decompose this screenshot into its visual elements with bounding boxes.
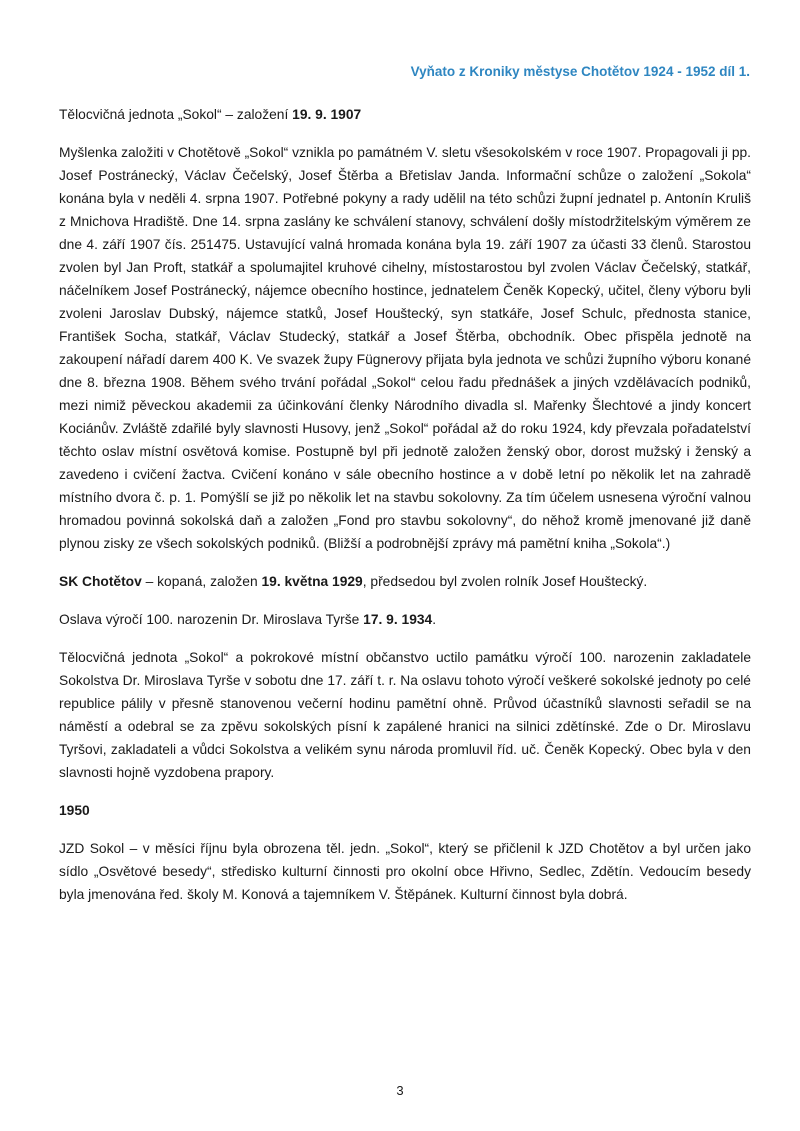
sokol-founding-heading	[59, 103, 751, 126]
year-1950-heading	[59, 799, 751, 822]
page-number: 3	[396, 1083, 404, 1098]
sk-chotetov-text: – kopaná, založen	[141, 574, 262, 589]
sk-chotetov-paragraph	[59, 570, 751, 593]
sk-chotetov-date: 19. května 1929	[261, 574, 363, 589]
tyrs-celebration-paragraph: Tělocvičná jednota „Sokol“ a pokrokové místní občanstvo uctilo památku výročí 100. narozenin zakladatele Sokolstva Dr. Miroslava Tyrše v sobotu dne 17. září t. r. Na oslavu tohoto výročí veškeré sokolské jednoty po celé republice pálily v přesně stanovenou večerní hodinu pamětní ohně. Průvod účastníků slavnosti seřadil se na náměstí a odebral se za zpěvu sokolských písní k zapálené hranici na silnici zdětínské. Zde o Dr. Miroslavu Tyršovi, zakladateli a vůdci Sokolstva a velikém synu národa promluvil říd. uč. Čeněk Kopecký. Obec byla v den slavnosti hojně vyzdobena prapory.	[59, 650, 751, 780]
jzd-sokol-paragraph: JZD Sokol – v měsíci říjnu byla obrozena těl. jedn. „Sokol“, který se přičlenil k JZD Chotětov a byl určen jako sídlo „Osvětové besedy“, středisko kulturní činnosti pro okolní obce Hřivno, Sedlec, Zdětín. Vedoucím besedy byla jmenována řed. školy M. Konová a tajemníkem V. Štěpánek. Kulturní činnost byla dobrá.	[59, 841, 751, 902]
year-1950: 1950	[59, 803, 90, 818]
document-body	[59, 103, 751, 906]
sokol-founding-paragraph: Myšlenka založiti v Chotětově „Sokol“ vznikla po památném V. sletu všesokolském v roce 1907. Propagovali ji pp. Josef Postránecký, Václav Čečelský, Josef Štěrba a Břetislav Janda. Informační schůze o založení „Sokola“ konána byla v neděli 4. srpna 1907. Potřebné pokyny a rady udělil na této schůzi župní jednatel p. Antonín Kruliš z Mnichova Hradiště. Dne 14. srpna zaslány ke schválení stanovy, schválení došly místodržitelským výměrem ze dne 4. září 1907 čís. 251475. Ustavující valná hromada konána byla 19. září 1907 za účasti 33 členů. Starostou zvolen byl Jan Proft, statkář a spolumajitel kruhové cihelny, místostarostou byl zvolen Václav Čečelský, statkář, náčelníkem Josef Postránecký, nájemce obecního hostince, jednatelem Čeněk Kopecký, učitel, členy výboru byli zvoleni Jaroslav Dubský, nájemce statků, Josef Houštecký, syn statkáře, Josef Schulc, přednosta stanice, František Socha, statkář, Václav Studecký, statkář a Josef Štěrba, obchodník. Obec přispěla jednotě na zakoupení nářadí darem 400 K. Ve svazek župy Fügnerovy přijata byla jednota ve schůzi župního výboru konané dne 8. března 1908. Během svého trvání pořádal „Sokol“ celou řadu přednášek a jiných vzdělávacích podniků, mezi nimiž pěveckou akademii za účinkování členky Národního divadla sl. Mařenky Šlechtové a jindy koncert Kociánův. Zvláště zdařilé byly slavnosti Husovy, jenž „Sokol“ pořádal až do roku 1924, kdy převzala pořadatelství těchto oslav místní osvětová komise. Postupně byl při jednotě založen ženský obor, dorost mužský i ženský a zavedeno i cvičení žactva. Cvičení konáno v sále obecního hostince a v době letní po několik let na zahradě místního dvora č. p. 1. Pomýšlí se již po několik let na stavbu sokolovny. Za tím účelem usnesena výroční valnou hromadou povinná sokolská daň a založen „Fond pro stavbu sokolovny“, do něhož kromě jmenované již daně plynou zisky ze všech sokolských podniků. (Bližší a podrobnější zprávy má pamětní kniha „Sokola“.)	[59, 145, 751, 551]
sk-chotetov-text-end: , předsedou byl zvolen rolník Josef Houštecký.	[362, 574, 648, 589]
tyrs-celebration-heading	[59, 608, 751, 631]
chronicle-header: Vyňato z Kroniky městyse Chotětov 1924 - 1952 díl 1.	[410, 64, 750, 79]
sokol-heading-text: Tělocvičná jednota „Sokol“ – založení	[59, 107, 293, 122]
tyrs-heading-text: Oslava výročí 100. narozenin Dr. Miroslava Tyrše	[59, 612, 364, 627]
tyrs-heading-end: .	[432, 612, 437, 627]
tyrs-celebration-date: 17. 9. 1934	[363, 612, 433, 627]
sokol-founding-date: 19. 9. 1907	[292, 107, 362, 122]
sk-chotetov-name: SK Chotětov	[59, 574, 142, 589]
